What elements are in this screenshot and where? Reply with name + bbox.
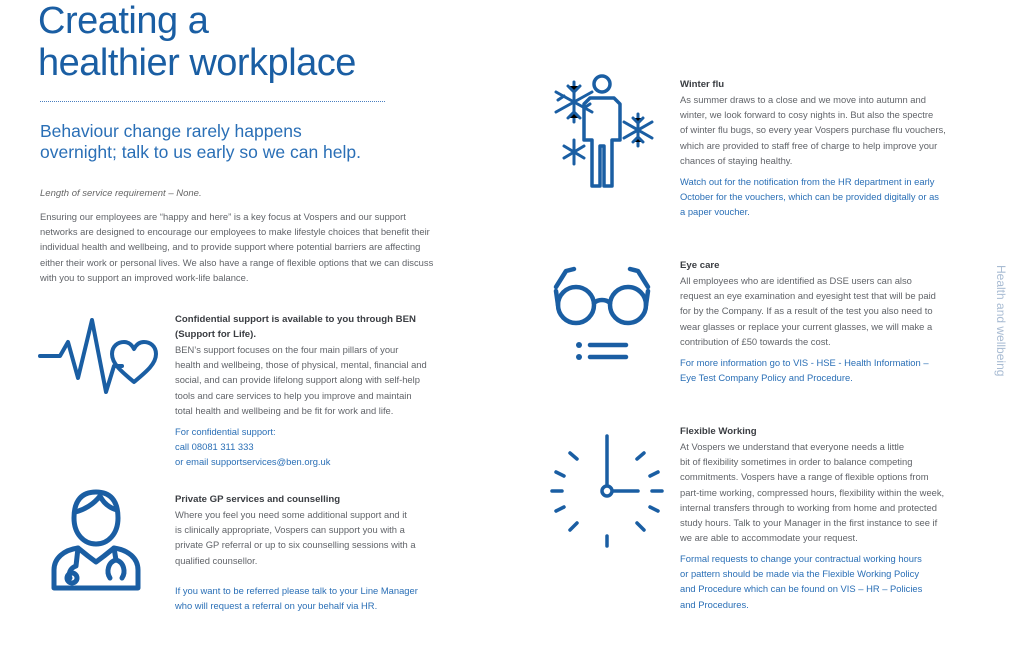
snowflake-icon — [564, 140, 584, 164]
title-line: healthier workplace — [38, 42, 356, 84]
gp-referral-note — [175, 583, 418, 613]
body-line: commitments. Vospers have a range of flexible options from — [680, 471, 929, 483]
intro-line: either their work or personal lives. We also have a range of flexible options that we can discuss — [40, 256, 434, 268]
gp-heading: Private GP services and counselling — [175, 494, 341, 505]
snowflake-icon — [624, 114, 652, 146]
heading-line: Confidential support is available to you through BEN — [175, 314, 416, 325]
flex-policy-note — [680, 551, 922, 612]
lead-line: overnight; talk to us early so we can help. — [40, 142, 362, 162]
heartbeat-heart-icon — [38, 312, 156, 396]
body-line: social, and can provide lifelong support along with self-help — [175, 374, 420, 386]
body-line: As summer draws to a close and we move into autumn and — [680, 94, 926, 105]
body-line: contribution of £50 towards the cost. — [680, 335, 831, 347]
lead-text — [40, 121, 400, 163]
gp-body — [175, 507, 416, 568]
body-line: At Vospers we understand that everyone needs a little — [680, 441, 905, 452]
body-line: qualified counsellor. — [175, 554, 258, 566]
body-line: bit of flexibility sometimes in order to balance competing — [680, 456, 913, 468]
intro-paragraph — [40, 209, 433, 285]
body-line: study hours. Talk to your Manager in the first instance to see if — [680, 517, 938, 529]
body-line: which are provided to staff free of charge to help improve your — [680, 139, 938, 151]
body-line: request an eye examination and eyesight test that will be paid — [680, 290, 936, 302]
clock-icon — [548, 432, 666, 550]
heading-line: (Support for Life). — [175, 329, 256, 341]
link-line: October for the vouchers, which can be provided digitally or as — [680, 191, 939, 203]
eye-body — [680, 273, 936, 349]
link-line: and Procedures. — [680, 598, 749, 610]
flu-heading: Winter flu — [680, 79, 725, 90]
intro-line: networks are designed to encourage our employees to make lifestyle choices that benefit their — [40, 226, 430, 238]
body-line: we are able to accommodate your request. — [680, 532, 858, 544]
page-title — [38, 0, 356, 84]
doctor-stethoscope-icon — [50, 486, 142, 592]
lead-line: Behaviour change rarely happens — [40, 121, 302, 141]
body-line: health and wellbeing, those of physical, mental, financial and — [175, 359, 427, 371]
intro-line: with you to support an improved work-life balance. — [40, 271, 249, 283]
body-line: BEN’s support focuses on the four main pillars of your — [175, 344, 399, 355]
glasses-eye-chart-icon — [552, 265, 652, 363]
link-line: If you want to be referred please talk to your Line Manager — [175, 585, 418, 596]
ben-heading — [175, 312, 416, 342]
body-line: All employees who are identified as DSE users can also — [680, 275, 912, 286]
body-line: is clinically appropriate, Vospers can support you with a — [175, 524, 405, 536]
body-line: private GP referral or up to six counselling sessions with a — [175, 539, 416, 551]
dotted-divider — [40, 101, 385, 102]
intro-line: Ensuring our employees are “happy and here” is a key focus at Vospers and our support — [40, 211, 406, 222]
body-line: total health and wellbeing and be fit for work and life. — [175, 404, 394, 416]
body-line: wear glasses or replace your current glasses, we will make a — [680, 320, 933, 332]
section-side-label — [994, 265, 1014, 395]
flex-body — [680, 439, 944, 545]
flu-body — [680, 92, 946, 168]
body-line: tools and care services to help you improve and maintain — [175, 389, 412, 401]
eye-info-link — [680, 355, 929, 385]
body-line: of winter flu bugs, so every year Vospers purchase flu vouchers, — [680, 124, 946, 136]
link-line: who will request a referral on your behalf via HR. — [175, 600, 378, 612]
link-line: or pattern should be made via the Flexible Working Policy — [680, 568, 920, 580]
flu-note — [680, 174, 939, 220]
side-label-text: Health and wellbeing — [994, 265, 1008, 377]
link-line: Formal requests to change your contractual working hours — [680, 553, 922, 564]
body-line: part-time working, compressed hours, flexibility within the week, — [680, 486, 945, 498]
flex-heading: Flexible Working — [680, 426, 757, 437]
service-requirement: Length of service requirement – None. — [40, 188, 202, 199]
contact-line: For confidential support: — [175, 426, 276, 437]
phone-link[interactable]: call 08081 311 333 — [175, 441, 254, 453]
ben-body — [175, 342, 427, 418]
body-line: internal transfers through to working from home and protected — [680, 501, 937, 513]
body-line: for by the Company. If as a result of the test you also need to — [680, 305, 933, 317]
link-line: a paper voucher. — [680, 206, 750, 218]
link-line: and Procedure which can be found on VIS – HR – Policies — [680, 583, 923, 595]
body-line: Where you feel you need some additional support and it — [175, 509, 407, 520]
title-line: Creating a — [38, 0, 209, 42]
link-line: Eye Test Company Policy and Procedure. — [680, 372, 853, 384]
link-line: Watch out for the notification from the HR department in early — [680, 176, 935, 187]
body-line: winter, we look forward to cosy nights in. But also the spectre — [680, 109, 934, 121]
person-snowflakes-icon — [550, 74, 660, 192]
intro-line: individual health and wellbeing, and to provide support where potential barriers are affecting — [40, 241, 421, 253]
ben-contact — [175, 424, 330, 470]
body-line: chances of staying healthy. — [680, 154, 793, 166]
eye-heading: Eye care — [680, 260, 720, 271]
link-line: For more information go to VIS - HSE - Health Information – — [680, 357, 929, 368]
email-link[interactable]: or email supportservices@ben.org.uk — [175, 456, 331, 468]
